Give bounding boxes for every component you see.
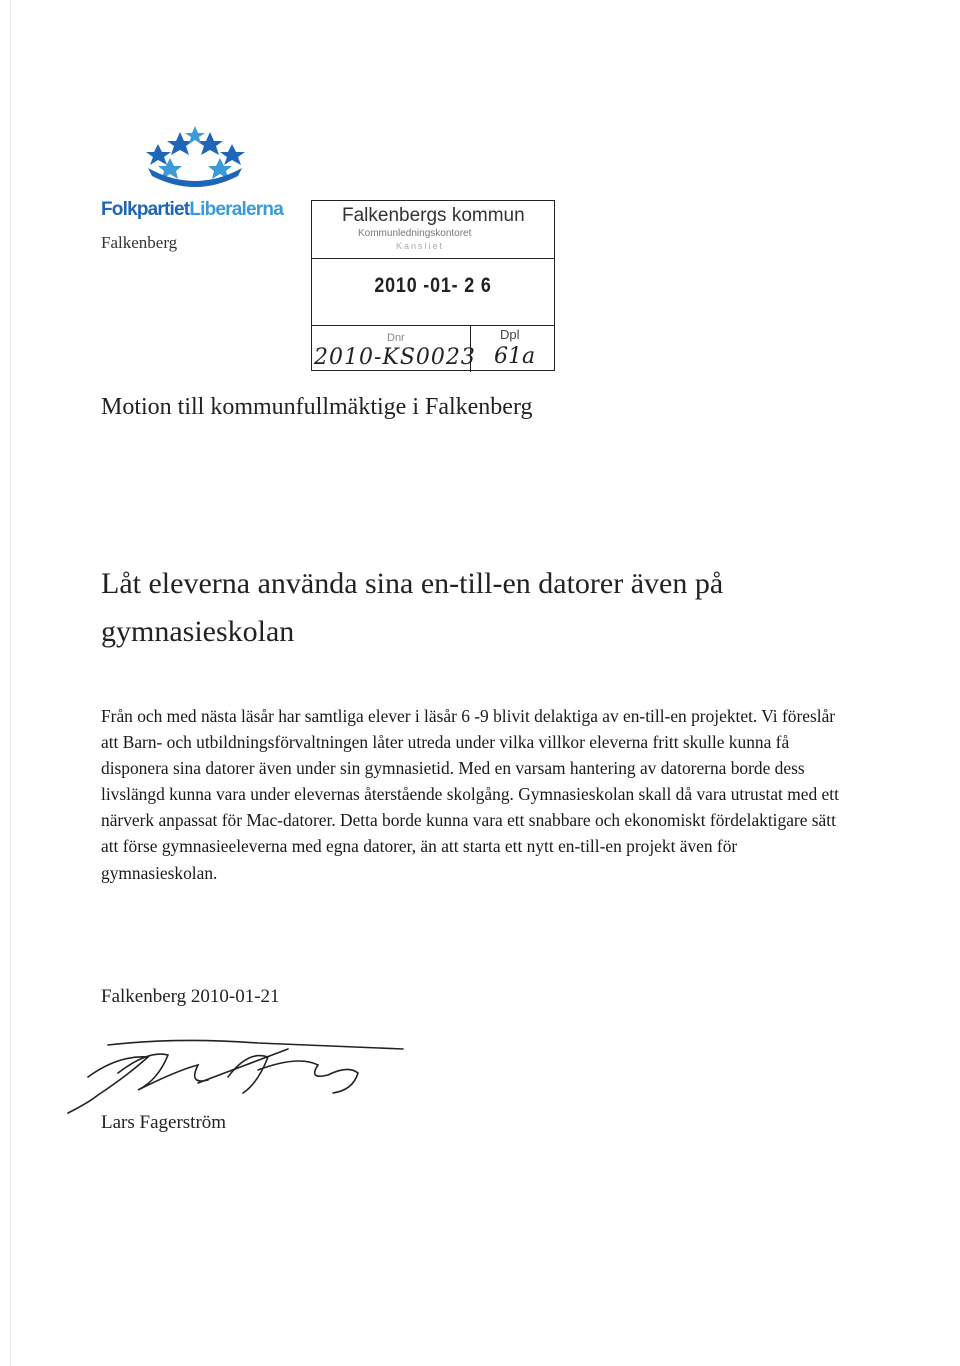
stamp-header <box>312 201 554 259</box>
stamp-dnr-value: 2010-KS0023 <box>314 345 476 370</box>
handwritten-signature <box>58 1035 408 1115</box>
signer-name: Lars Fagerström <box>101 1112 227 1133</box>
body-paragraph: Från och med nästa läsår har samtliga elever i läsår 6 -9 blivit delaktiga av en-till-en projektet. Vi föreslår att Barn- och utbildningsförvaltningen låter utreda under vilka villkor eleverna fritt skulle kunna få disponera sina datorer även under sin gymnasietid. Med en varsam hantering av datorerna borde dess livslängd kunna vara under elevernas återstående skolgång. Gymnasieskolan skall då vara utrustat med ett närverk anpassat för Mac-datorer. Detta borde kunna vara ett snabbare och ekonomiskt fördelaktigare sätt att förse gymnasieeleverna med egna datorer, än att starta ett nytt en-till-en projekt även för gymnasieskolan. <box>101 706 839 883</box>
registration-stamp <box>311 200 555 371</box>
stamp-date: 2010 -01- 2 6 <box>374 274 492 297</box>
party-city: Falkenberg <box>101 233 178 252</box>
stars-logo-icon <box>140 124 250 190</box>
body-paragraph-container <box>101 703 846 886</box>
stamp-department-sub: Kansliet <box>396 241 445 251</box>
scan-edge-line <box>10 0 11 1366</box>
stamp-organization: Falkenbergs kommun <box>342 205 525 226</box>
stamp-dpl-label: Dpl <box>500 327 520 342</box>
party-name-part2: Liberalerna <box>189 199 283 220</box>
stamp-department: Kommunledningskontoret <box>358 228 472 239</box>
stamp-dpl-value: 61a <box>494 344 536 369</box>
stamp-divider <box>312 325 554 326</box>
party-name-part1: Folkpartiet <box>101 199 190 220</box>
place-date: Falkenberg 2010-01-21 <box>101 986 280 1007</box>
stamp-dnr-label: Dnr <box>387 332 405 344</box>
motion-heading: Motion till kommunfullmäktige i Falkenberg <box>101 394 533 420</box>
document-title: Låt eleverna använda sina en-till-en datorer även på gymnasieskolan <box>101 567 724 648</box>
party-name <box>101 199 283 221</box>
